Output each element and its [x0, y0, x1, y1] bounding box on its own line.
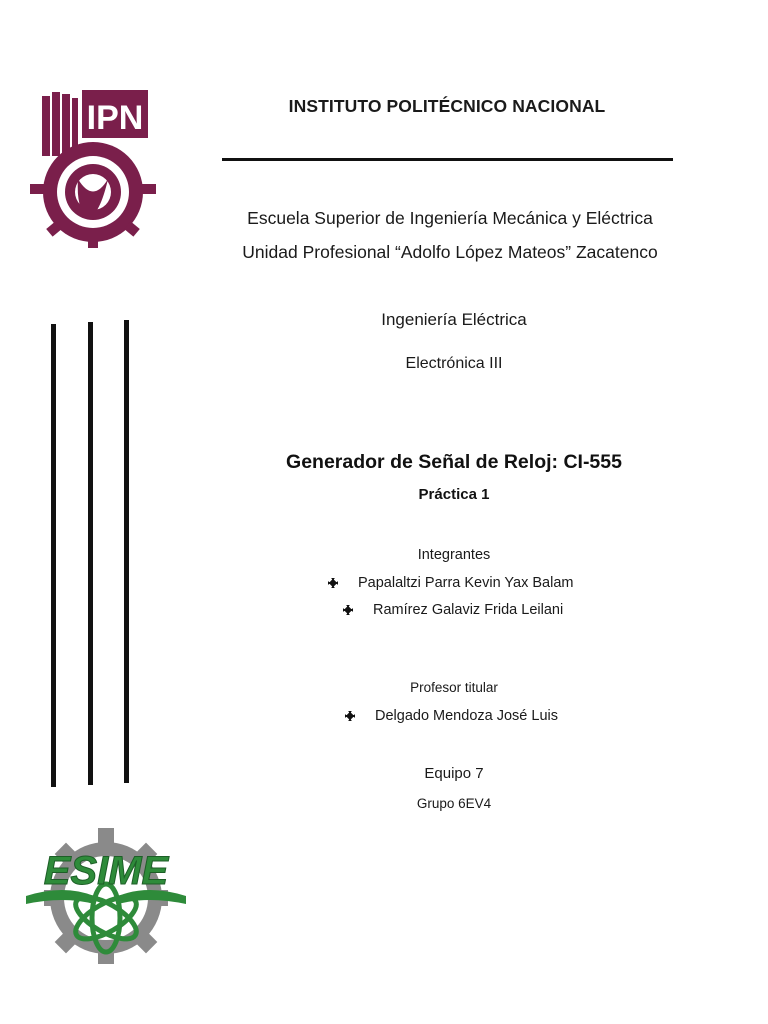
diamond-bullet-icon [343, 605, 353, 615]
career-name: Ingeniería Eléctrica [381, 310, 527, 329]
group-label: Grupo 6EV4 [416, 796, 492, 811]
title-divider [222, 158, 673, 161]
members-heading: Integrantes [417, 547, 491, 563]
professor-name: Delgado Mendoza José Luis [375, 708, 558, 724]
decorative-bar [88, 322, 93, 785]
esime-logo-text: ESIME [43, 849, 169, 893]
school-name: Escuela Superior de Ingeniería Mecánica y Eléctrica [247, 208, 653, 228]
report-title: Generador de Señal de Reloj: CI-555 [286, 451, 622, 473]
ipn-logo-text: IPN [86, 99, 144, 137]
professor-heading: Profesor titular [410, 680, 498, 695]
member-item [328, 575, 573, 591]
diamond-bullet-icon [328, 578, 338, 588]
unit-name: Unidad Profesional “Adolfo López Mateos” Zacatenco [242, 242, 658, 262]
ipn-seal-icon [28, 84, 158, 252]
member-name: Papalaltzi Parra Kevin Yax Balam [358, 575, 574, 591]
team-label: Equipo 7 [424, 765, 484, 782]
diamond-bullet-icon [345, 711, 355, 721]
subject-name: Electrónica III [405, 355, 503, 372]
professor-item [345, 708, 558, 724]
member-name: Ramírez Galaviz Frida Leilani [373, 602, 564, 618]
decorative-bar [124, 320, 129, 783]
decorative-bar [51, 324, 56, 787]
esime-gear-icon [24, 826, 188, 964]
institute-title: INSTITUTO POLITÉCNICO NACIONAL [288, 96, 606, 116]
member-item [343, 602, 563, 618]
practice-label: Práctica 1 [418, 486, 490, 503]
